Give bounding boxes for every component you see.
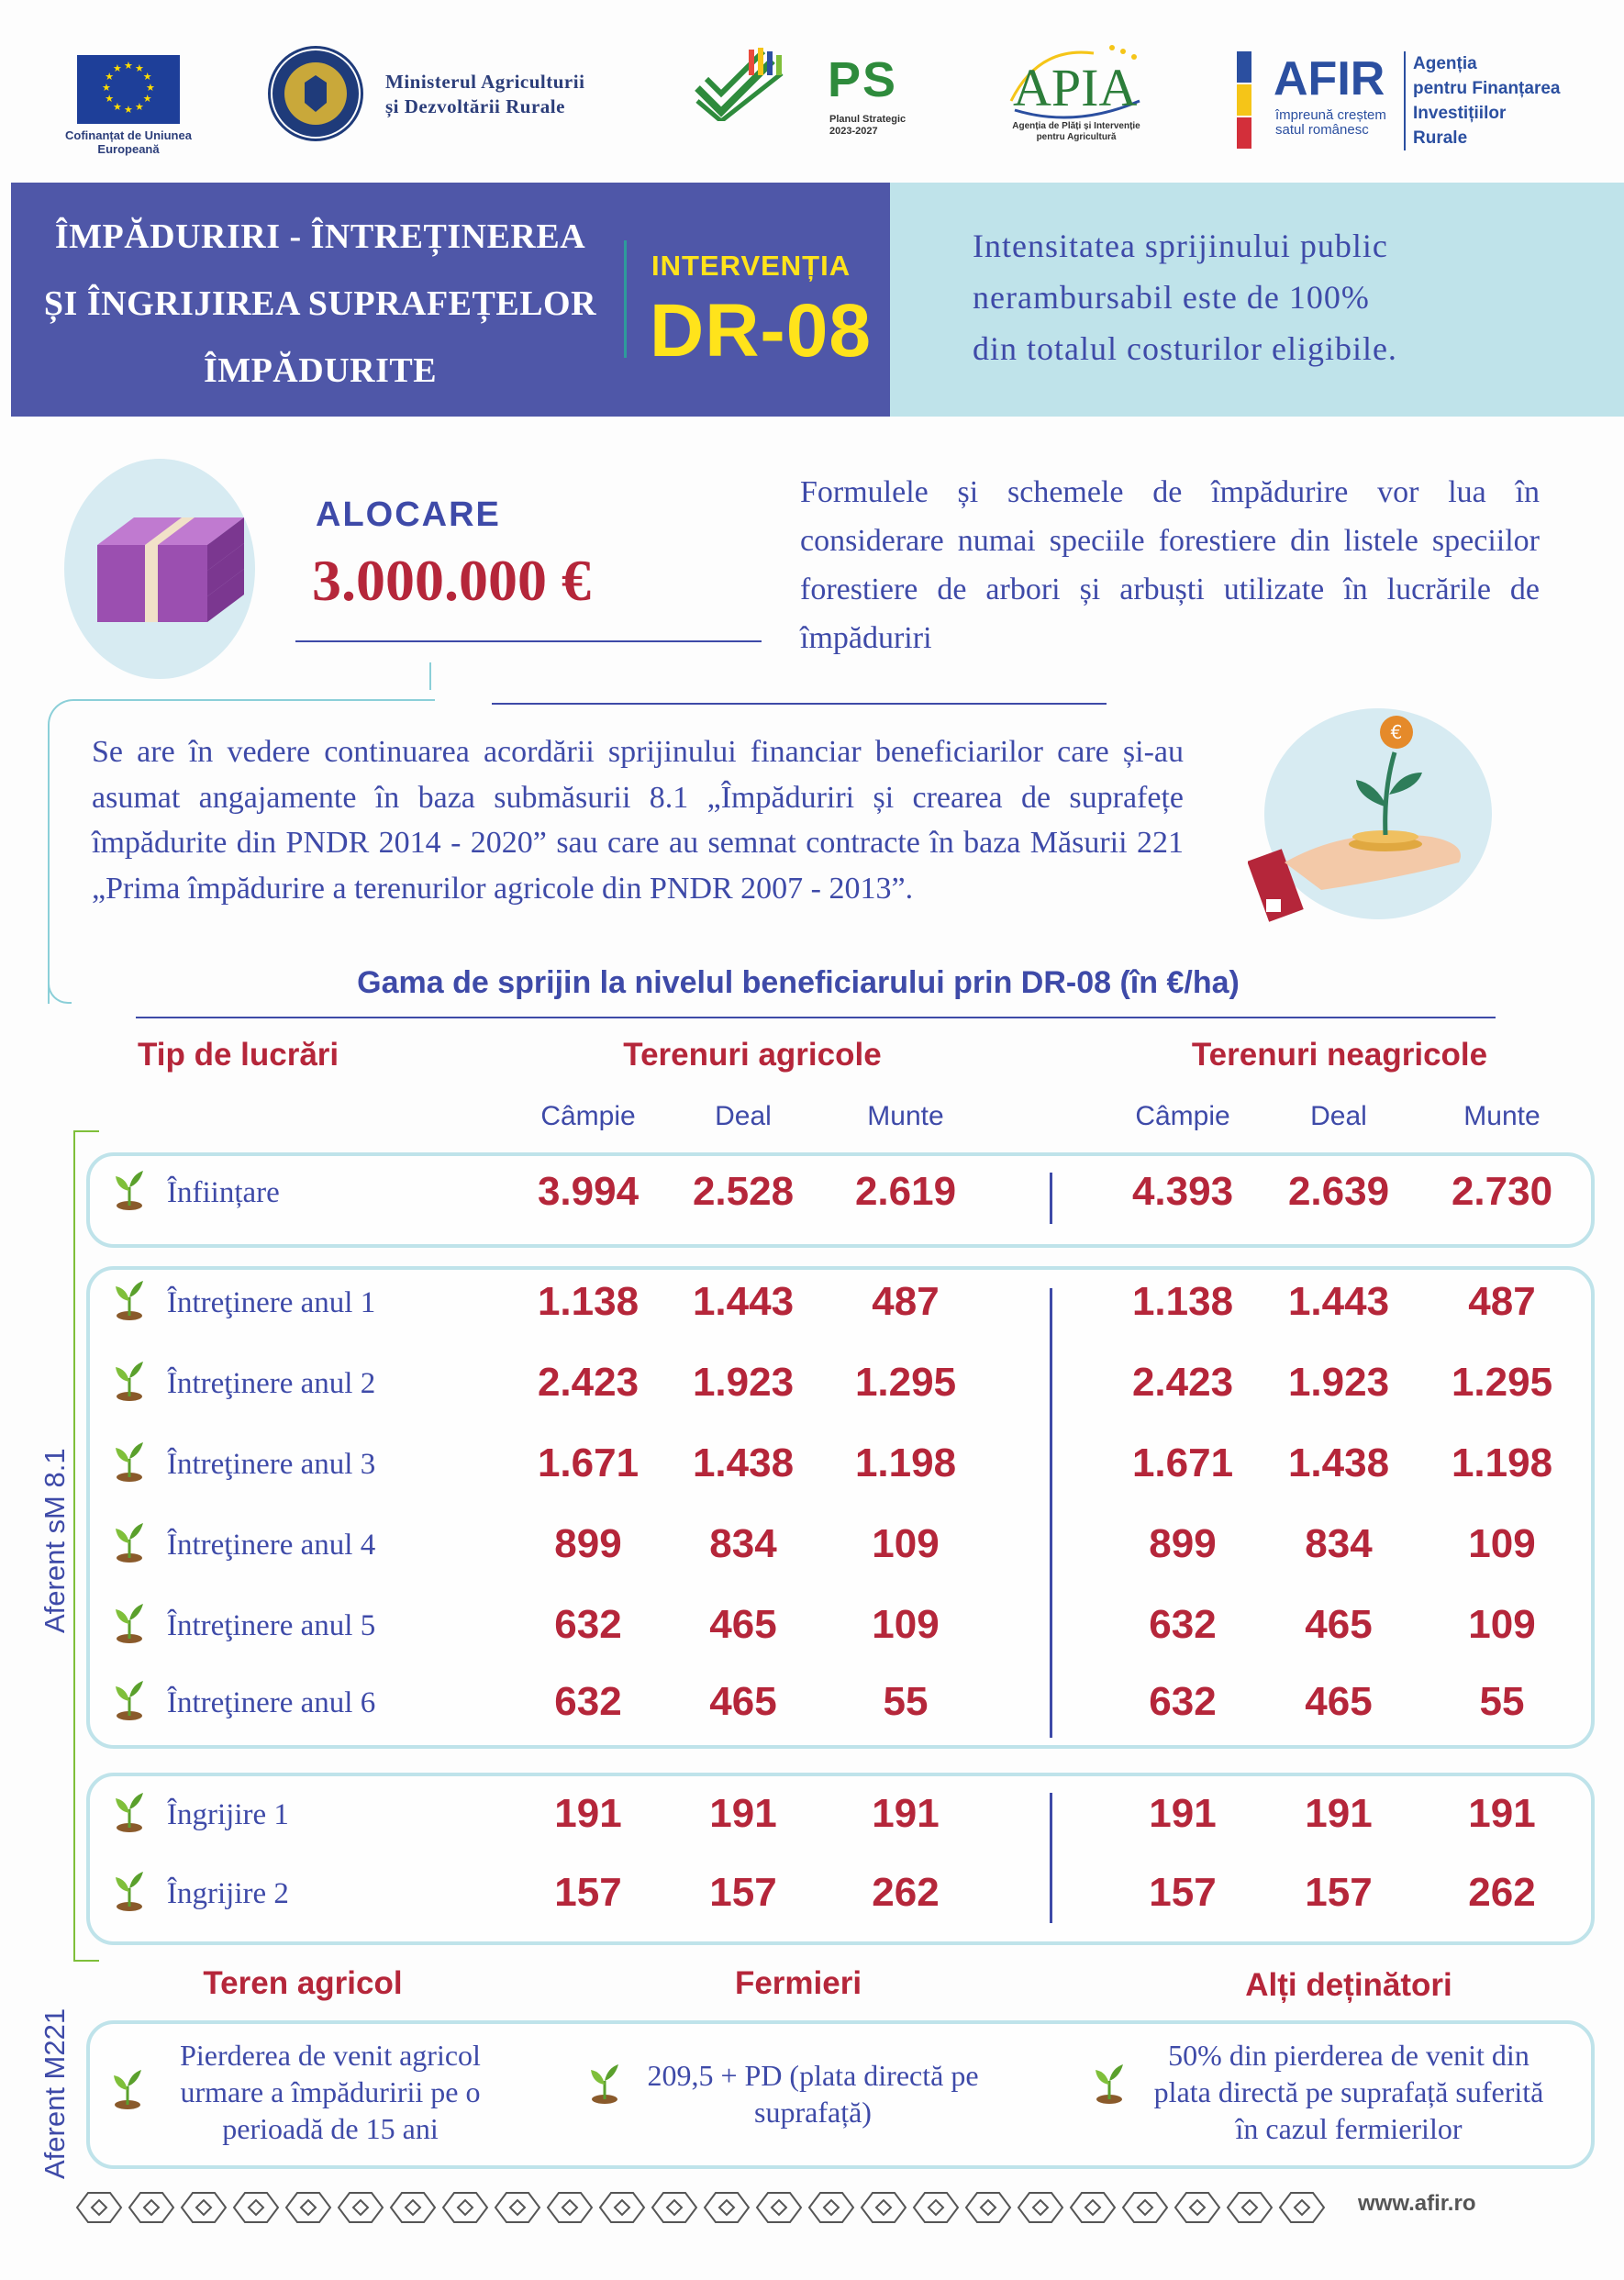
eu-star-icon: ★ [102,83,111,94]
value-nonagri-campie: 899 [1149,1521,1217,1566]
ps-sub-line1: Planul Strategic [829,114,907,125]
allocation-connector [429,662,431,690]
afir-full-name [1413,51,1560,150]
row-label: Întreţinere anul 1 [167,1286,376,1319]
value-agri-deal: 465 [709,1602,777,1647]
m221-head-altii: Alți deținători [1245,1967,1452,2003]
government-seal-icon [268,46,363,141]
value-agri-campie: 157 [554,1870,622,1915]
value-nonagri-deal: 834 [1305,1521,1373,1566]
table-title: Gama de sprijin la nivelul beneficiarului prin DR-08 (în €/ha) [357,965,1240,1000]
value-nonagri-campie: 157 [1149,1870,1217,1915]
eu-star-icon: ★ [142,72,152,83]
title-line1: ÎMPĂDURIRI - ÎNTREȚINEREA [54,217,586,256]
row-label: Îngrijire 1 [167,1798,289,1831]
value-nonagri-munte: 55 [1479,1679,1525,1724]
subcol-nonagri-campie: Câmpie [1135,1101,1230,1131]
value-nonagri-munte: 191 [1468,1791,1536,1836]
sprout-icon [112,1870,147,1912]
value-nonagri-deal: 465 [1305,1602,1373,1647]
allocation-underline [295,640,762,642]
allocation-label: ALOCARE [316,495,501,534]
value-nonagri-munte: 109 [1468,1521,1536,1566]
value-agri-campie: 2.423 [537,1360,640,1405]
eu-caption: Cofinanțat de Uniunea Europeană [65,128,192,156]
afir-name-line4: Rurale [1413,128,1468,148]
afir-name-line2: pentru Finanțarea [1413,79,1561,98]
value-nonagri-campie: 4.393 [1131,1169,1234,1214]
value-agri-campie: 899 [554,1521,622,1566]
row-label: Întreţinere anul 4 [167,1529,376,1562]
m221-head-teren: Teren agricol [203,1965,403,2001]
formula-text: Formulele și schemele de împădurire vor lua în considerare numai speciile forestiere din listele speciilor forestiere de arbori și arbuști utilizate în lucrările de împăduriri [800,475,1540,655]
value-agri-deal: 834 [709,1521,777,1566]
side-label-m221: Aferent M221 [39,2008,71,2179]
ministry-line1: Ministerul Agriculturii [385,71,585,93]
box-intretinere [86,1266,1595,1749]
banner-divider [624,240,627,358]
intervention-code: DR-08 [650,289,872,373]
eu-star-icon: ★ [105,94,115,105]
sprout-icon [112,1279,147,1321]
value-agri-munte: 262 [872,1870,940,1915]
value-nonagri-deal: 465 [1305,1679,1373,1724]
subcol-nonagri-deal: Deal [1310,1101,1367,1131]
footer-url: www.afir.ro [1358,2191,1476,2216]
value-agri-campie: 1.138 [537,1279,640,1324]
ps-label: PS [828,52,898,107]
value-agri-munte: 109 [872,1602,940,1647]
row-label: Întreţinere anul 3 [167,1448,376,1481]
eu-star-icon: ★ [113,101,122,113]
ps-logo-icon [694,48,795,121]
value-nonagri-campie: 632 [1149,1602,1217,1647]
value-agri-munte: 191 [872,1791,940,1836]
value-agri-munte: 487 [872,1279,940,1324]
sprout-icon [112,1521,147,1563]
value-agri-munte: 109 [872,1521,940,1566]
value-nonagri-campie: 191 [1149,1791,1217,1836]
value-nonagri-deal: 1.438 [1287,1440,1390,1485]
eu-star-icon: ★ [146,83,155,94]
m221-text-fermieri: 209,5 + PD (plata directă pe suprafață) [647,2059,979,2129]
m221-text-teren: Pierderea de venit agricol urmare a împăduririi pe o perioadă de 15 ani [180,2039,481,2145]
intensity-line2: nerambursabil este de 100% [973,279,1370,316]
apia-label: APIA [1013,58,1138,117]
column-divider [1050,1793,1052,1923]
value-nonagri-deal: 1.923 [1287,1360,1390,1405]
value-nonagri-campie: 632 [1149,1679,1217,1724]
title-line2: ȘI ÎNGRIJIREA SUPRAFEȚELOR [43,284,597,323]
afir-divider [1404,51,1406,150]
sprout-icon [112,1169,147,1211]
money-stack-icon [79,495,262,633]
col-agri-header: Terenuri agricole [623,1037,882,1073]
column-divider [1050,1288,1052,1738]
value-nonagri-munte: 487 [1468,1279,1536,1324]
value-nonagri-deal: 2.639 [1287,1169,1390,1214]
value-nonagri-munte: 2.730 [1451,1169,1553,1214]
value-nonagri-munte: 1.198 [1451,1440,1553,1485]
value-agri-deal: 157 [709,1870,777,1915]
value-agri-deal: 191 [709,1791,777,1836]
value-nonagri-munte: 1.295 [1451,1360,1553,1405]
value-agri-munte: 2.619 [854,1169,957,1214]
ministry-line2: și Dezvoltării Rurale [385,95,565,117]
value-nonagri-campie: 1.671 [1131,1440,1234,1485]
intensity-line3: din totalul costurilor eligibile. [973,330,1397,367]
row-label: Îngrijire 2 [167,1877,289,1910]
eu-star-icon: ★ [105,72,115,83]
sprout-icon [110,2068,145,2110]
intensity-text [973,220,1596,374]
value-nonagri-munte: 109 [1468,1602,1536,1647]
value-agri-deal: 1.438 [692,1440,795,1485]
column-divider [1050,1173,1052,1224]
value-agri-munte: 55 [883,1679,929,1724]
eu-star-icon: ★ [124,61,133,72]
ps-subtitle [829,114,906,138]
footer-pattern [73,2184,1340,2231]
sprout-icon [112,1602,147,1644]
value-agri-deal: 2.528 [692,1169,795,1214]
value-agri-deal: 1.923 [692,1360,795,1405]
intervention-label: INTERVENȚIA [651,250,851,282]
value-nonagri-deal: 191 [1305,1791,1373,1836]
value-agri-munte: 1.295 [854,1360,957,1405]
value-agri-campie: 632 [554,1679,622,1724]
afir-tagline [1275,108,1386,138]
eu-star-icon: ★ [135,63,144,75]
subcol-agri-munte: Munte [867,1101,944,1131]
value-nonagri-munte: 262 [1468,1870,1536,1915]
sprout-icon [587,2063,622,2105]
value-agri-deal: 465 [709,1679,777,1724]
afir-tagline-line1: împreună creștem [1275,107,1386,123]
value-agri-campie: 1.671 [537,1440,640,1485]
allocation-value: 3.000.000 € [312,548,591,613]
value-agri-campie: 632 [554,1602,622,1647]
continuation-text: Se are în vedere continuarea acordării sprijinului financiar beneficiarilor care și-au asumat angajamente în baza submăsurii 8.1 „Împăduriri și crearea de suprafețe împădurite din PNDR 2014 - 2020” sau care au semnat contracte în baza Măsurii 221 „Prima împădurire a terenurilor agricole din PNDR 2007 - 2013”. [92,735,1184,906]
svg-text:€: € [1390,721,1403,743]
ministry-name [385,70,584,119]
afir-tagline-line2: satul românesc [1275,122,1369,138]
hand-plant-coin-icon [1248,716,1505,936]
afir-label: AFIR [1274,52,1385,106]
intensity-line1: Intensitatea sprijinului public [973,228,1388,264]
section-divider [492,703,1107,705]
value-nonagri-deal: 157 [1305,1870,1373,1915]
row-label: Întreţinere anul 5 [167,1609,376,1642]
eu-star-icon: ★ [124,105,133,116]
value-nonagri-deal: 1.443 [1287,1279,1390,1324]
eu-star-icon: ★ [135,101,144,113]
m221-head-fermieri: Fermieri [734,1965,862,2001]
title-line3: ÎMPĂDURITE [203,351,438,390]
ps-sub-line2: 2023-2027 [829,126,878,137]
sprout-icon [1092,2063,1127,2105]
row-label: Întreţinere anul 2 [167,1367,376,1400]
value-agri-deal: 1.443 [692,1279,795,1324]
m221-text-altii: 50% din pierderea de venit din plata directă pe suprafață suferită în cazul fermierilor [1153,2039,1544,2145]
eu-flag-icon [77,55,180,124]
sprout-icon [112,1679,147,1721]
value-agri-munte: 1.198 [854,1440,957,1485]
row-label: Înființare [167,1176,280,1209]
eu-star-icon: ★ [142,94,152,105]
row-label: Întreţinere anul 6 [167,1686,376,1719]
value-agri-campie: 3.994 [537,1169,640,1214]
afir-name-line1: Agenția [1413,54,1477,73]
page-title [35,204,606,405]
value-nonagri-campie: 1.138 [1131,1279,1234,1324]
afir-flag-icon [1233,51,1255,149]
value-nonagri-campie: 2.423 [1131,1360,1234,1405]
subcol-agri-campie: Câmpie [540,1101,636,1131]
eu-star-icon: ★ [113,63,122,75]
value-agri-campie: 191 [554,1791,622,1836]
side-label-sm81: Aferent sM 8.1 [39,1448,71,1633]
sprout-icon [112,1791,147,1833]
col-type-header: Tip de lucrări [138,1037,339,1073]
apia-subtitle: Agenția de Plăți și Intervenție pentru Agricultură [1012,121,1140,142]
col-nonagri-header: Terenuri neagricole [1191,1037,1488,1073]
afir-name-line3: Investițiilor [1413,104,1507,123]
subcol-nonagri-munte: Munte [1463,1101,1541,1131]
sprout-icon [112,1360,147,1402]
table-title-underline [136,1017,1496,1018]
sprout-icon [112,1440,147,1483]
subcol-agri-deal: Deal [715,1101,772,1131]
